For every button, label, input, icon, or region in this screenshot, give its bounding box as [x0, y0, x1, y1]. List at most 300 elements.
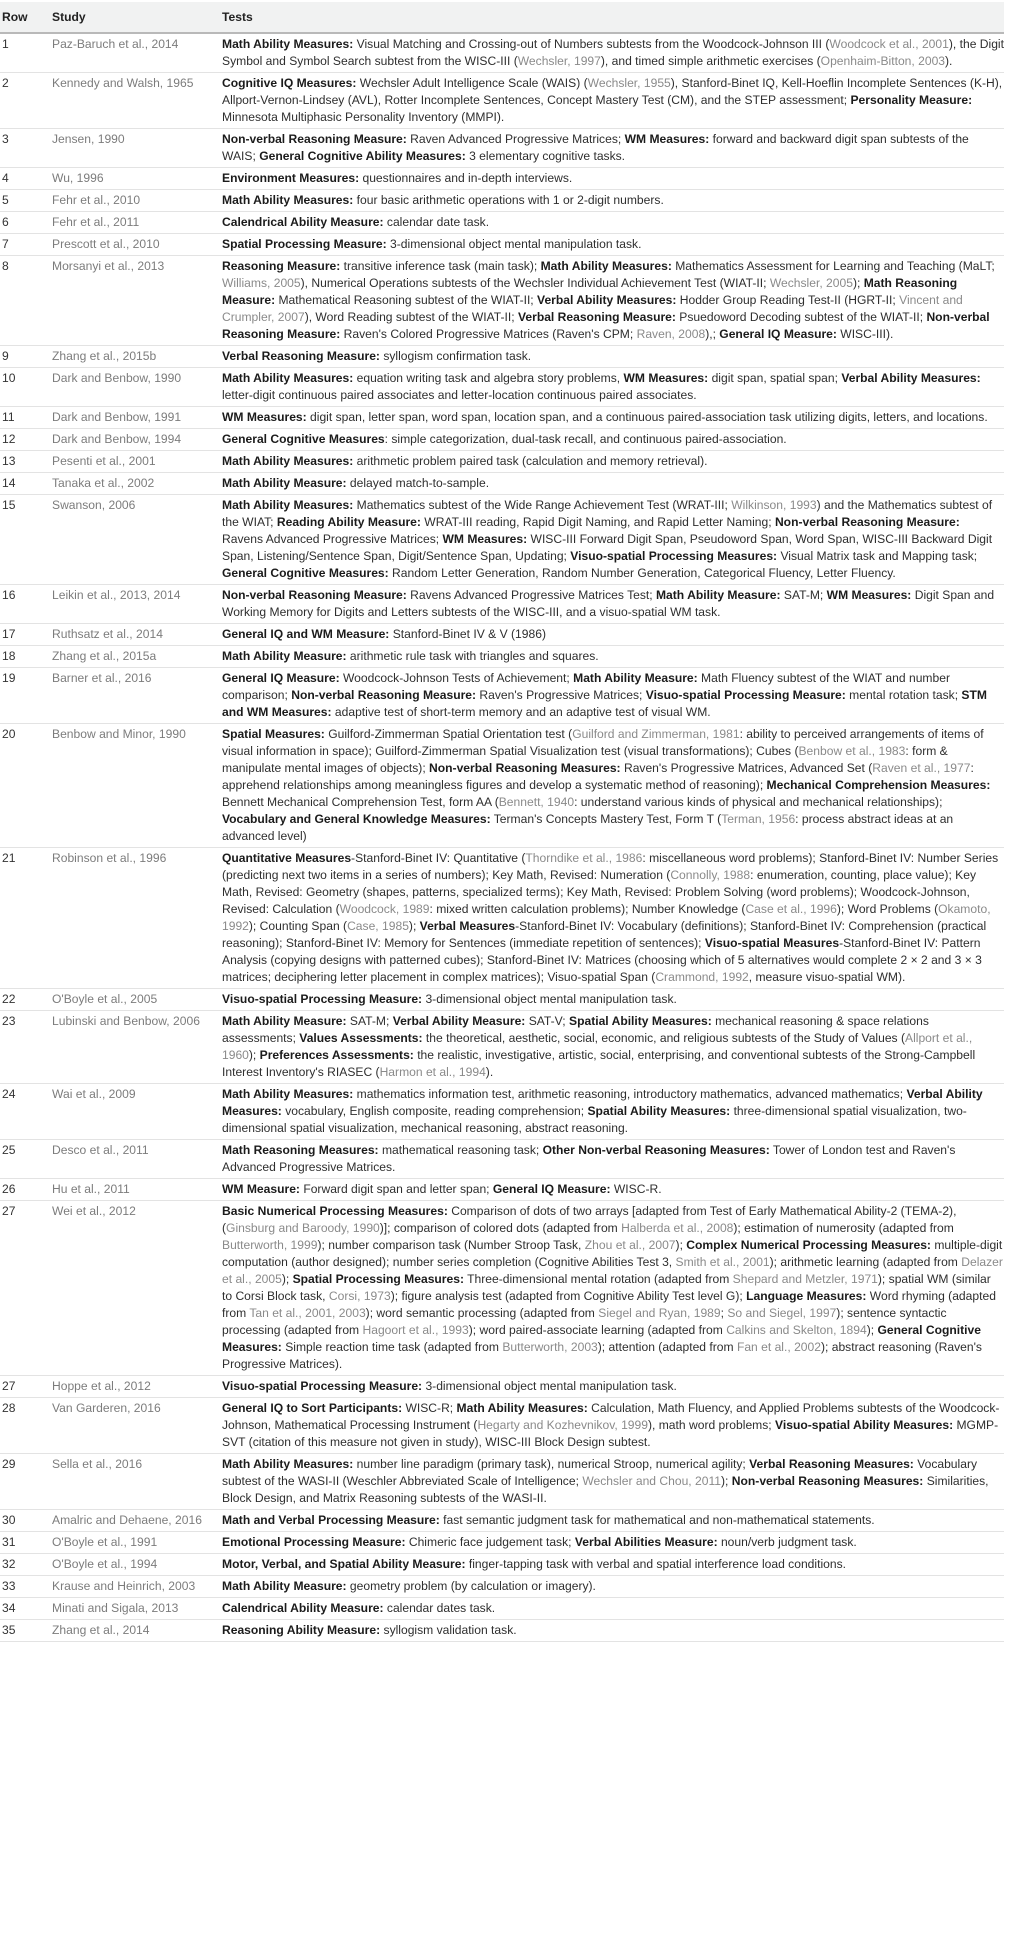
measure-category: Reasoning Measure:: [222, 259, 341, 273]
reference-link[interactable]: Hagoort et al., 1993: [362, 1323, 469, 1337]
measure-category: General IQ Measure:: [222, 671, 340, 685]
study-citation: Leikin et al., 2013, 2014: [50, 585, 220, 624]
test-text: ); spatial WM (similar to Corsi Block task,: [222, 1272, 991, 1303]
tests-description: [220, 1179, 1004, 1201]
test-text: Terman's Concepts Mastery Test, Form T (: [490, 812, 722, 826]
measure-category: Values Assessments:: [299, 1031, 423, 1045]
test-text: Similarities, Block Design, and Matrix Reasoning subtests of the WASI-II.: [222, 1474, 989, 1505]
tests-description: [220, 1011, 1004, 1084]
measure-category: Complex Numerical Processing Measures:: [686, 1238, 931, 1252]
test-text: Bennett Mechanical Comprehension Test, form AA (: [222, 795, 499, 809]
row-number: 19: [0, 668, 50, 724]
reference-link[interactable]: Zhou et al., 2007: [584, 1238, 676, 1252]
test-text: );: [721, 1474, 732, 1488]
test-text: mechanical reasoning & space relations assessments;: [222, 1014, 929, 1045]
test-text: Simple reaction time task (adapted from: [281, 1340, 503, 1354]
test-text: Random Letter Generation, Random Number Generation, Categorical Fluency, Letter Fluency.: [388, 566, 896, 580]
test-text: Raven's Progressive Matrices, Advanced Set (: [620, 761, 873, 775]
test-text: );: [408, 919, 420, 933]
test-text: Calculation, Math Fluency, and Applied Problems subtests of the Woodcock-Johnson, Mathematical Processing Instrument (: [222, 1401, 1000, 1432]
test-text: Guilford-Zimmerman Spatial Orientation test (: [324, 727, 573, 741]
test-text: Mathematics subtest of the Wide Range Achievement Test (WRAT-III;: [353, 498, 732, 512]
reference-link[interactable]: Terman, 1956: [721, 812, 796, 826]
table-row: [0, 1510, 1004, 1532]
measure-category: Mechanical Comprehension Measures:: [766, 778, 991, 792]
test-text: ); abstract reasoning (Raven's Progressive Matrices).: [222, 1340, 982, 1371]
reference-link[interactable]: So and Siegel, 1997: [727, 1306, 837, 1320]
study-citation: Dark and Benbow, 1990: [50, 368, 220, 407]
test-text: Digit Span and Working Memory for Digits and Letters subtests of the WISC-III, and a visuo-spatial WM task.: [222, 588, 995, 619]
row-number: 18: [0, 646, 50, 668]
measure-category: General IQ and WM Measure:: [222, 627, 390, 641]
row-number: 22: [0, 989, 50, 1011]
study-citation: Paz-Baruch et al., 2014: [50, 33, 220, 73]
tests-description: [220, 1454, 1004, 1510]
test-text: the theoretical, aesthetic, social, economic, and religious subtests of the Study of Values (: [422, 1031, 905, 1045]
reference-link[interactable]: Williams, 2005: [222, 276, 301, 290]
measure-category: Visuo-spatial Ability Measures:: [775, 1418, 954, 1432]
measure-category: Cognitive IQ Measures:: [222, 76, 357, 90]
table-body: [0, 33, 1004, 1642]
test-text: Psuedoword Decoding subtest of the WIAT-II;: [675, 310, 927, 324]
test-text: ).: [485, 1065, 494, 1079]
measure-category: General Cognitive Measures: [222, 432, 385, 446]
test-text: )]; comparison of colored dots (adapted from: [379, 1221, 622, 1235]
measure-category: Non-verbal Reasoning Measure:: [222, 588, 407, 602]
table-row: [0, 989, 1004, 1011]
measure-category: Visuo-spatial Processing Measure:: [222, 992, 423, 1006]
test-text: forward and backward digit span subtests of the WAIS;: [222, 132, 969, 163]
reference-link[interactable]: Calkins and Skelton, 1894: [726, 1323, 867, 1337]
test-text: fast semantic judgment task for mathematical and non-mathematical statements.: [439, 1513, 875, 1527]
table-row: [0, 368, 1004, 407]
row-number: 35: [0, 1620, 50, 1642]
tests-description: [220, 1576, 1004, 1598]
row-number: 26: [0, 1179, 50, 1201]
reference-link[interactable]: Benbow et al., 1983: [798, 744, 906, 758]
table-row: [0, 429, 1004, 451]
tests-description: [220, 212, 1004, 234]
test-text: , measure visuo-spatial WM).: [748, 970, 906, 984]
table-row: [0, 1084, 1004, 1140]
study-citation: Morsanyi et al., 2013: [50, 256, 220, 346]
studies-table: [0, 2, 1004, 1642]
test-text: : form & manipulate mental images of objects);: [222, 744, 948, 775]
test-text: ); sentence syntactic processing (adapted from: [222, 1306, 947, 1337]
study-citation: Wai et al., 2009: [50, 1084, 220, 1140]
study-citation: Prescott et al., 2010: [50, 234, 220, 256]
measure-category: Math Reasoning Measures:: [222, 1143, 379, 1157]
row-number: 14: [0, 473, 50, 495]
tests-description: [220, 1510, 1004, 1532]
row-number: 32: [0, 1554, 50, 1576]
reference-link[interactable]: Okamoto, 1992: [222, 902, 991, 933]
test-text: : miscellaneous word problems); Stanford-Binet IV: Number Series (predicting next two items in a series of numbers); Key Math, Revised: Numeration (: [222, 851, 999, 882]
reference-link[interactable]: Allport et al., 1960: [222, 1031, 973, 1062]
table-row: [0, 848, 1004, 989]
reference-link[interactable]: Bennett, 1940: [498, 795, 575, 809]
study-citation: Sella et al., 2016: [50, 1454, 220, 1510]
measure-category: Visuo-spatial Processing Measure:: [645, 688, 846, 702]
measure-category: Non-verbal Reasoning Measures:: [429, 761, 621, 775]
measure-category: Non-verbal Reasoning Measures:: [731, 1474, 924, 1488]
tests-description: [220, 129, 1004, 168]
reference-link[interactable]: Smith et al., 2001: [675, 1255, 770, 1269]
test-text: ); word semantic processing (adapted from: [365, 1306, 599, 1320]
test-text: Woodcock-Johnson Tests of Achievement;: [339, 671, 574, 685]
test-text: ),;: [705, 327, 720, 341]
test-text: geometry problem (by calculation or imagery).: [346, 1579, 596, 1593]
measure-category: General IQ Measure:: [719, 327, 837, 341]
test-text: : apprehend relationships among meaningless figures and develop a systematic method of reasoning);: [222, 761, 974, 792]
measure-category: Math Ability Measures:: [222, 193, 354, 207]
row-number: 15: [0, 495, 50, 585]
reference-link[interactable]: Woodcock et al., 2001: [829, 37, 949, 51]
reference-link[interactable]: Connolly, 1988: [670, 868, 751, 882]
reference-link[interactable]: Openhaim-Bitton, 2003: [820, 54, 946, 68]
reference-link[interactable]: Woodcock, 1989: [339, 902, 430, 916]
test-text: : ability to perceived arrangements of items of visual information in space); Guilford-Zimmerman Spatial Visualization test (visual transformations); Cubes (: [222, 727, 984, 758]
test-text: Chimeric face judgement task;: [405, 1535, 575, 1549]
row-number: 34: [0, 1598, 50, 1620]
tests-description: [220, 368, 1004, 407]
reference-link[interactable]: Hegarty and Kozhevnikov, 1999: [477, 1418, 648, 1432]
study-citation: Minati and Sigala, 2013: [50, 1598, 220, 1620]
reference-link[interactable]: Delazer et al., 2005: [222, 1255, 1003, 1286]
row-number: 7: [0, 234, 50, 256]
study-citation: Dark and Benbow, 1991: [50, 407, 220, 429]
test-text: Raven's Progressive Matrices;: [476, 688, 646, 702]
study-citation: Barner et al., 2016: [50, 668, 220, 724]
test-text: -Stanford-Binet IV: Vocabulary (definitions); Stanford-Binet IV: Comprehension (practical reasoning); Stanford-Binet IV: Memory for Sentences (immediate repetition of sentences);: [222, 919, 987, 950]
measure-category: General IQ Measure:: [492, 1182, 611, 1196]
test-text: Mathematics Assessment for Learning and Teaching (MaLT;: [671, 259, 995, 273]
measure-category: Math Ability Measure:: [573, 671, 698, 685]
row-number: 20: [0, 724, 50, 848]
header-study: Study: [50, 2, 220, 33]
measure-category: Math Ability Measures:: [222, 454, 354, 468]
measure-category: Calendrical Ability Measure:: [222, 215, 384, 229]
table-row: [0, 212, 1004, 234]
tests-description: [220, 234, 1004, 256]
reference-link[interactable]: Guilford and Zimmerman, 1981: [572, 727, 740, 741]
reference-link[interactable]: Wechsler, 2005: [769, 276, 853, 290]
test-text: Three-dimensional mental rotation (adapted from: [464, 1272, 733, 1286]
measure-category: Math Ability Measure:: [222, 1579, 347, 1593]
test-text: ); Word Problems (: [836, 902, 939, 916]
table-row: [0, 724, 1004, 848]
reference-link[interactable]: Wechsler, 1997: [517, 54, 601, 68]
reference-link[interactable]: Thorndike et al., 1986: [525, 851, 643, 865]
reference-link[interactable]: Wilkinson, 1993: [731, 498, 817, 512]
row-number: 27: [0, 1376, 50, 1398]
test-text: ), Stanford-Binet IQ, Kell-Hoeflin Incomplete Sentences (K-H), Allport-Vernon-Lindsey (AVL), Rotter Incomplete Sentences, Concept Mastery Test (CM), and the STEP assessment;: [222, 76, 1003, 107]
reference-link[interactable]: Case et al., 1996: [745, 902, 837, 916]
test-text: Ravens Advanced Progressive Matrices Test;: [406, 588, 656, 602]
row-number: 23: [0, 1011, 50, 1084]
table-row: [0, 1398, 1004, 1454]
measure-category: Reasoning Ability Measure:: [222, 1623, 381, 1637]
test-text: adaptive test of short-term memory and an adaptive test of visual WM.: [331, 705, 711, 719]
measure-category: Math Ability Measures:: [456, 1401, 588, 1415]
row-number: 9: [0, 346, 50, 368]
measure-category: Verbal Reasoning Measure:: [222, 349, 380, 363]
test-text: WISC-III Forward Digit Span, Pseudoword Span, Word Span, WISC-III Backward Digit Span, Listening/Sentence Span, Digit/Sentence Span, Updating;: [222, 532, 993, 563]
test-text: calendar date task.: [383, 215, 490, 229]
tests-description: [220, 473, 1004, 495]
row-number: 28: [0, 1398, 50, 1454]
reference-link[interactable]: Siegel and Ryan, 1989: [598, 1306, 721, 1320]
row-number: 11: [0, 407, 50, 429]
measure-category: Spatial Processing Measure:: [222, 237, 387, 251]
measure-category: Spatial Measures:: [222, 727, 325, 741]
test-text: -Stanford-Binet IV: Pattern Analysis (copying designs with patterned cubes); Stanford-Binet IV: Matrices (choosing which of 5 alternatives would complete 2 × 2 and 3 × 3 matrices; deciphering letter placement in complex matrices); Visuo-spatial Span (: [222, 936, 982, 984]
table-row: [0, 33, 1004, 73]
measure-category: General Cognitive Measures:: [222, 1323, 981, 1354]
row-number: 12: [0, 429, 50, 451]
reference-link[interactable]: Shepard and Metzler, 1971: [732, 1272, 878, 1286]
tests-description: [220, 346, 1004, 368]
measure-category: Reading Ability Measure:: [276, 515, 421, 529]
tests-description: [220, 429, 1004, 451]
row-number: 13: [0, 451, 50, 473]
table-row: [0, 129, 1004, 168]
table-row: [0, 1179, 1004, 1201]
measure-category: Visuo-spatial Processing Measure:: [222, 1379, 423, 1393]
study-citation: Hoppe et al., 2012: [50, 1376, 220, 1398]
study-citation: Hu et al., 2011: [50, 1179, 220, 1201]
row-number: 4: [0, 168, 50, 190]
reference-link[interactable]: Harmon et al., 1994: [379, 1065, 486, 1079]
study-citation: Fehr et al., 2011: [50, 212, 220, 234]
test-text: finger-tapping task with verbal and spatial interference load conditions.: [465, 1557, 847, 1571]
measure-category: Math Ability Measure:: [222, 476, 347, 490]
measure-category: Math Ability Measure:: [655, 588, 781, 602]
study-citation: O'Boyle et al., 2005: [50, 989, 220, 1011]
table-row: [0, 668, 1004, 724]
reference-link[interactable]: Corsi, 1973: [328, 1289, 391, 1303]
measure-category: WM Measures:: [442, 532, 528, 546]
test-text: four basic arithmetic operations with 1 or 2-digit numbers.: [353, 193, 664, 207]
measure-category: WM Measures:: [826, 588, 912, 602]
test-text: 3 elementary cognitive tasks.: [465, 149, 626, 163]
test-text: Word rhyming (adapted from: [222, 1289, 996, 1320]
test-text: syllogism validation task.: [380, 1623, 517, 1637]
test-text: Comparison of dots of two arrays [adapted from Test of Early Mathematical Ability-2 (TEMA-2), (: [222, 1204, 957, 1235]
test-text: Raven's Colored Progressive Matrices (Raven's CPM;: [340, 327, 637, 341]
reference-link[interactable]: Wechsler and Chou, 2011: [582, 1474, 722, 1488]
tests-description: [220, 989, 1004, 1011]
tests-description: [220, 668, 1004, 724]
reference-link[interactable]: Fan et al., 2002: [736, 1340, 821, 1354]
test-text: calendar dates task.: [383, 1601, 496, 1615]
measure-category: Math Ability Measures:: [222, 1087, 354, 1101]
table-row: [0, 168, 1004, 190]
test-text: Wechsler Adult Intelligence Scale (WAIS) (: [356, 76, 588, 90]
row-number: 3: [0, 129, 50, 168]
measure-category: Math Ability Measures:: [222, 37, 354, 51]
test-text: WISC-R;: [402, 1401, 457, 1415]
reference-link[interactable]: Wechsler, 1955: [587, 76, 671, 90]
measure-category: Verbal Ability Measures:: [222, 1087, 983, 1118]
tests-description: [220, 168, 1004, 190]
measure-category: Verbal Ability Measure:: [392, 1014, 526, 1028]
test-text: ); figure analysis test (adapted from Cognitive Ability Test level G);: [390, 1289, 747, 1303]
test-text: SAT-V;: [525, 1014, 570, 1028]
measure-category: WM Measures:: [624, 132, 710, 146]
measure-category: Visuo-spatial Measures: [704, 936, 840, 950]
tests-description: [220, 73, 1004, 129]
test-text: WRAT-III reading, Rapid Digit Naming, and Rapid Letter Naming;: [420, 515, 775, 529]
study-citation: Robinson et al., 1996: [50, 848, 220, 989]
measure-category: Verbal Reasoning Measures:: [749, 1457, 914, 1471]
test-text: arithmetic rule task with triangles and squares.: [346, 649, 599, 663]
test-text: Raven Advanced Progressive Matrices;: [406, 132, 625, 146]
measure-category: Math Ability Measures:: [222, 498, 354, 512]
test-text: letter-digit continuous paired associates and letter-location continuous paired associates.: [222, 388, 697, 402]
table-row: [0, 190, 1004, 212]
measure-category: Calendrical Ability Measure:: [222, 1601, 384, 1615]
test-text: ), math word problems;: [647, 1418, 776, 1432]
row-number: 6: [0, 212, 50, 234]
study-citation: Swanson, 2006: [50, 495, 220, 585]
study-citation: Wei et al., 2012: [50, 1201, 220, 1376]
test-text: );: [675, 1238, 687, 1252]
tests-description: [220, 256, 1004, 346]
study-citation: Ruthsatz et al., 2014: [50, 624, 220, 646]
study-citation: Krause and Heinrich, 2003: [50, 1576, 220, 1598]
measure-category: Environment Measures:: [222, 171, 360, 185]
table-row: [0, 1532, 1004, 1554]
study-citation: Zhang et al., 2014: [50, 1620, 220, 1642]
test-text: : understand various kinds of physical and mechanical relationships);: [574, 795, 943, 809]
measure-category: Verbal Abilities Measure:: [574, 1535, 718, 1549]
table-row: [0, 346, 1004, 368]
measure-category: Verbal Ability Measures:: [537, 293, 677, 307]
reference-link[interactable]: Halberda et al., 2008: [621, 1221, 734, 1235]
test-text: : enumeration, counting, place value); Key Math, Revised: Geometry (shapes, patterns, specialized terms); Key Math, Revised: Problem Solving (word problems); Woodcock-Johnson, Revised: Calculation (: [222, 868, 977, 916]
row-number: 8: [0, 256, 50, 346]
test-text: Vocabulary subtest of the WASI-II (Weschler Abbreviated Scale of Intelligence;: [222, 1457, 978, 1488]
table-row: [0, 73, 1004, 129]
study-citation: O'Boyle et al., 1991: [50, 1532, 220, 1554]
measure-category: Verbal Measures: [419, 919, 516, 933]
test-text: : simple categorization, dual-task recall, and continuous paired-association.: [384, 432, 787, 446]
tests-description: [220, 1084, 1004, 1140]
tests-description: [220, 407, 1004, 429]
measure-category: Math Ability Measure:: [222, 1014, 347, 1028]
table-row: [0, 1620, 1004, 1642]
test-text: ).: [945, 54, 953, 68]
reference-link[interactable]: Raven, 2008: [636, 327, 706, 341]
test-text: Hodder Group Reading Test-II (HGRT-II;: [676, 293, 900, 307]
tests-description: [220, 848, 1004, 989]
table-row: [0, 407, 1004, 429]
measure-category: Spatial Ability Measures:: [587, 1104, 731, 1118]
test-text: 3-dimensional object mental manipulation task.: [386, 237, 642, 251]
test-text: ); Counting Span (: [248, 919, 348, 933]
study-citation: Fehr et al., 2010: [50, 190, 220, 212]
test-text: ;: [720, 1306, 728, 1320]
test-text: Math Fluency subtest of the WIAT and number comparison;: [222, 671, 950, 702]
tests-description: [220, 1376, 1004, 1398]
measure-category: WM Measure:: [222, 1182, 300, 1196]
measure-category: STM and WM Measures:: [222, 688, 987, 719]
reference-link[interactable]: Tan et al., 2001, 2003: [249, 1306, 366, 1320]
reference-link[interactable]: Vincent and Crumpler, 2007: [222, 293, 963, 324]
measure-category: Math Ability Measure:: [222, 649, 347, 663]
tests-description: [220, 724, 1004, 848]
test-text: mathematics information test, arithmetic reasoning, introductory mathematics, advanced mathematics;: [353, 1087, 907, 1101]
measure-category: Personality Measure:: [850, 93, 973, 107]
reference-link[interactable]: Butterworth, 1999: [222, 1238, 318, 1252]
table-row: [0, 1201, 1004, 1376]
test-text: Minnesota Multiphasic Personality Inventory (MMPI).: [222, 110, 505, 124]
measure-category: Non-verbal Reasoning Measure:: [222, 132, 407, 146]
test-text: 3-dimensional object mental manipulation task.: [422, 1379, 677, 1393]
test-text: ) and the Mathematics subtest of the WIAT;: [222, 498, 993, 529]
table-row: [0, 624, 1004, 646]
test-text: Ravens Advanced Progressive Matrices;: [222, 532, 443, 546]
measure-category: Verbal Ability Measures:: [841, 371, 981, 385]
tests-description: [220, 33, 1004, 73]
study-citation: Kennedy and Walsh, 1965: [50, 73, 220, 129]
measure-category: Basic Numerical Processing Measures:: [222, 1204, 448, 1218]
tests-description: [220, 190, 1004, 212]
table-row: [0, 1140, 1004, 1179]
reference-link[interactable]: Butterworth, 2003: [502, 1340, 598, 1354]
test-text: SAT-M;: [346, 1014, 393, 1028]
reference-link[interactable]: Case, 1985: [347, 919, 409, 933]
test-text: 3-dimensional object mental manipulation task.: [422, 992, 677, 1006]
tests-description: [220, 1140, 1004, 1179]
test-text: syllogism confirmation task.: [379, 349, 532, 363]
table-row: [0, 585, 1004, 624]
test-text: ), and timed simple arithmetic exercises (: [600, 54, 821, 68]
table-row: [0, 451, 1004, 473]
test-text: Visual Matrix task and Mapping task;: [777, 549, 978, 563]
tests-description: [220, 585, 1004, 624]
test-text: ); arithmetic learning (adapted from: [769, 1255, 962, 1269]
test-text: Visual Matching and Crossing-out of Numbers subtests from the Woodcock-Johnson III (: [353, 37, 830, 51]
row-number: 31: [0, 1532, 50, 1554]
measure-category: Other Non-verbal Reasoning Measures:: [542, 1143, 770, 1157]
test-text: );: [248, 1048, 260, 1062]
test-text: );: [852, 276, 864, 290]
reference-link[interactable]: Raven et al., 1977: [872, 761, 971, 775]
study-citation: Zhang et al., 2015a: [50, 646, 220, 668]
reference-link[interactable]: Crammond, 1992: [655, 970, 749, 984]
tests-description: [220, 1554, 1004, 1576]
table-row: [0, 1376, 1004, 1398]
test-text: mental rotation task;: [845, 688, 962, 702]
measure-category: General Cognitive Ability Measures:: [259, 149, 466, 163]
study-citation: O'Boyle et al., 1994: [50, 1554, 220, 1576]
measure-category: Verbal Reasoning Measure:: [517, 310, 676, 324]
tests-description: [220, 646, 1004, 668]
header-row-number: Row: [0, 2, 50, 33]
test-text: equation writing task and algebra story problems,: [353, 371, 624, 385]
reference-link[interactable]: Ginsburg and Baroody, 1990: [226, 1221, 380, 1235]
test-text: digit span, spatial span;: [708, 371, 842, 385]
table-row: [0, 1454, 1004, 1510]
study-citation: Tanaka et al., 2002: [50, 473, 220, 495]
table-row: [0, 234, 1004, 256]
test-text: ); word paired-associate learning (adapted from: [468, 1323, 727, 1337]
test-text: ); estimation of numerosity (adapted from: [733, 1221, 954, 1235]
table-row: [0, 256, 1004, 346]
test-text: number line paradigm (primary task), numerical Stroop, numerical agility;: [353, 1457, 750, 1471]
